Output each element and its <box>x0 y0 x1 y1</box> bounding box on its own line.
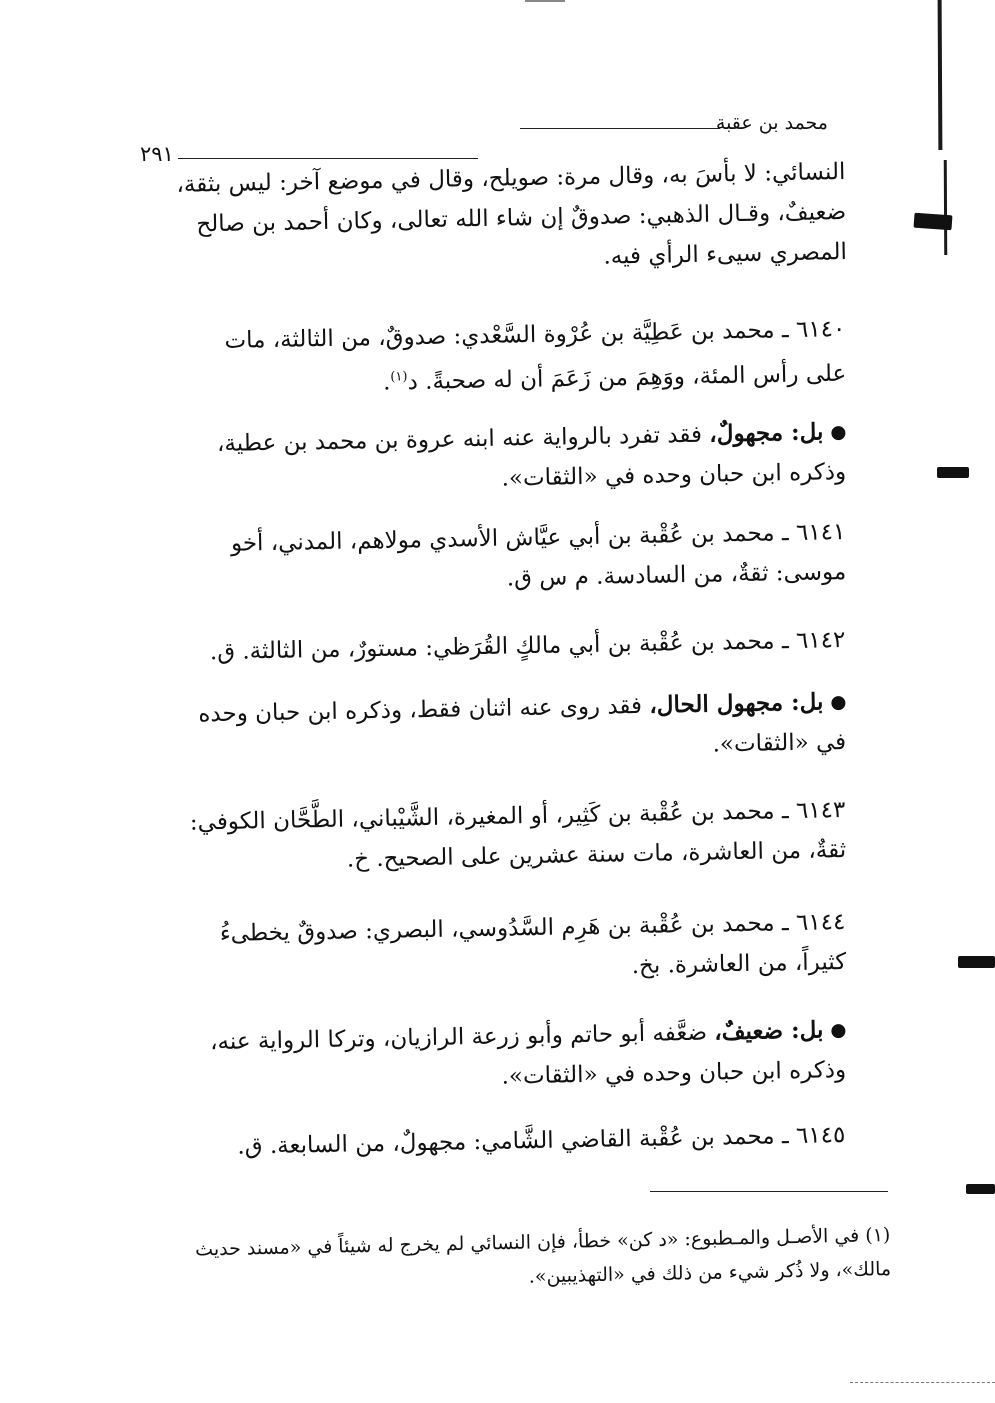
editor-comment <box>140 1010 846 1104</box>
bullet-icon <box>831 426 845 440</box>
comment-lead: بل: مجهولٌ، <box>709 418 824 448</box>
scan-mark <box>937 467 969 478</box>
text-line: المصري سيىء الرأي فيه. <box>603 238 848 270</box>
scan-edge-line <box>944 160 947 255</box>
comment-lead: بل: مجهول الحال، <box>649 688 824 719</box>
entry-6145 <box>140 1115 846 1169</box>
entry-6142 <box>140 620 846 674</box>
footnote <box>190 1218 891 1301</box>
scan-mark <box>914 213 953 231</box>
comment-lead: بل: ضعيفٌ، <box>714 1016 824 1046</box>
text-line: ٦١٤٤ ـ محمد بن عُقْبة بن هَرِم السَّدُوسي، البصري: صدوقٌ يخطىءُ <box>219 908 846 948</box>
scan-dash <box>850 1382 995 1383</box>
entry-6143 <box>140 790 846 884</box>
text-line: ٦١٤١ ـ محمد بن عُقْبة بن أبي عيَّاش الأسدي مولاهم، المدني، أخو <box>230 518 846 557</box>
scan-edge-line <box>938 0 943 150</box>
page-number: ٢٩١ <box>140 142 174 166</box>
header-rule <box>178 158 478 159</box>
text-line: على رأس المئة، ووَهِمَ من زَعَمَ أن له صحبةً. د$^{(١)}$. <box>382 360 847 396</box>
text-span: فقد روى عنه اثنان فقط، وذكره ابن حبان وحده <box>198 692 643 728</box>
footnote-ref: (١) <box>390 369 408 385</box>
text-span: على رأس المئة، ووَهِمَ من زَعَمَ أن له صحبةً. د <box>407 360 847 396</box>
paragraph-continuation <box>140 152 847 286</box>
text-line: كثيراً، من العاشرة. بخ. <box>631 948 847 980</box>
bullet-icon <box>831 1024 845 1038</box>
text-span: فقد تفرد بالرواية عنه ابنه عروة بن محمد بن عطية، <box>216 421 703 458</box>
text-line: ٦١٤٠ ـ محمد بن عَطِيَّة بن عُرْوة السَّعْدي: صدوقٌ، من الثالثة، مات <box>224 315 846 354</box>
text-line: ثقةٌ، من العاشرة، مات سنة عشرين على الصحيح. خ. <box>346 836 847 873</box>
bullet-icon <box>831 696 845 710</box>
text-span: ضعَّفه أبو حاتم وأبو زرعة الرازيان، وتركا الرواية عنه، <box>209 1019 708 1056</box>
text-line: ٦١٤٣ ـ محمد بن عُقْبة بن كَثِير، أو المغيرة، الشَّيْباني، الطَّحَّان الكوفي: <box>189 796 846 836</box>
header-rule <box>520 128 720 129</box>
footnote-rule <box>650 1191 888 1192</box>
entry-6141 <box>140 512 846 606</box>
scan-mark <box>958 956 995 968</box>
text-line: في «الثقات». <box>712 728 847 758</box>
footnote-line: (١) في الأصـل والمـطبوع: «د كن» خطأ، فإن النسائي لم يخرج له شيئاً في «مسند حديث <box>194 1223 891 1261</box>
text-line: وذكره ابن حبان وحده في «الثقات». <box>501 1056 847 1090</box>
text-line: ضعيفٌ، وقـال الذهبي: صدوقٌ إن شاء الله تعالى، وكان أحمد بن صالح <box>196 198 847 238</box>
entry-6140 <box>140 309 846 407</box>
footnote-line: مالك»، ولا ذُكر شيء من ذلك في «التهذيبين». <box>528 1257 892 1288</box>
scan-mark <box>966 1184 995 1194</box>
scan-smudge <box>525 0 565 2</box>
editor-comment <box>140 682 846 776</box>
text-line: وذكره ابن حبان وحده في «الثقات». <box>501 458 847 492</box>
editor-comment <box>140 412 846 506</box>
text-line: موسى: ثقةٌ، من السادسة. م س ق. <box>506 558 847 592</box>
running-title: محمد بن عقبة <box>715 112 828 134</box>
text-line: ٦١٤٢ ـ محمد بن عُقْبة بن أبي مالكٍ القُرَظي: مستورٌ، من الثالثة. ق. <box>209 626 846 666</box>
entry-6144 <box>140 902 846 996</box>
text-line: النسائي: لا بأسَ به، وقال مرة: صويلح، وقال في موضع آخر: ليس بثقة، <box>176 158 846 198</box>
text-line: ٦١٤٥ ـ محمد بن عُقْبة القاضي الشَّامي: مجهولٌ، من السابعة. ق. <box>237 1121 846 1160</box>
